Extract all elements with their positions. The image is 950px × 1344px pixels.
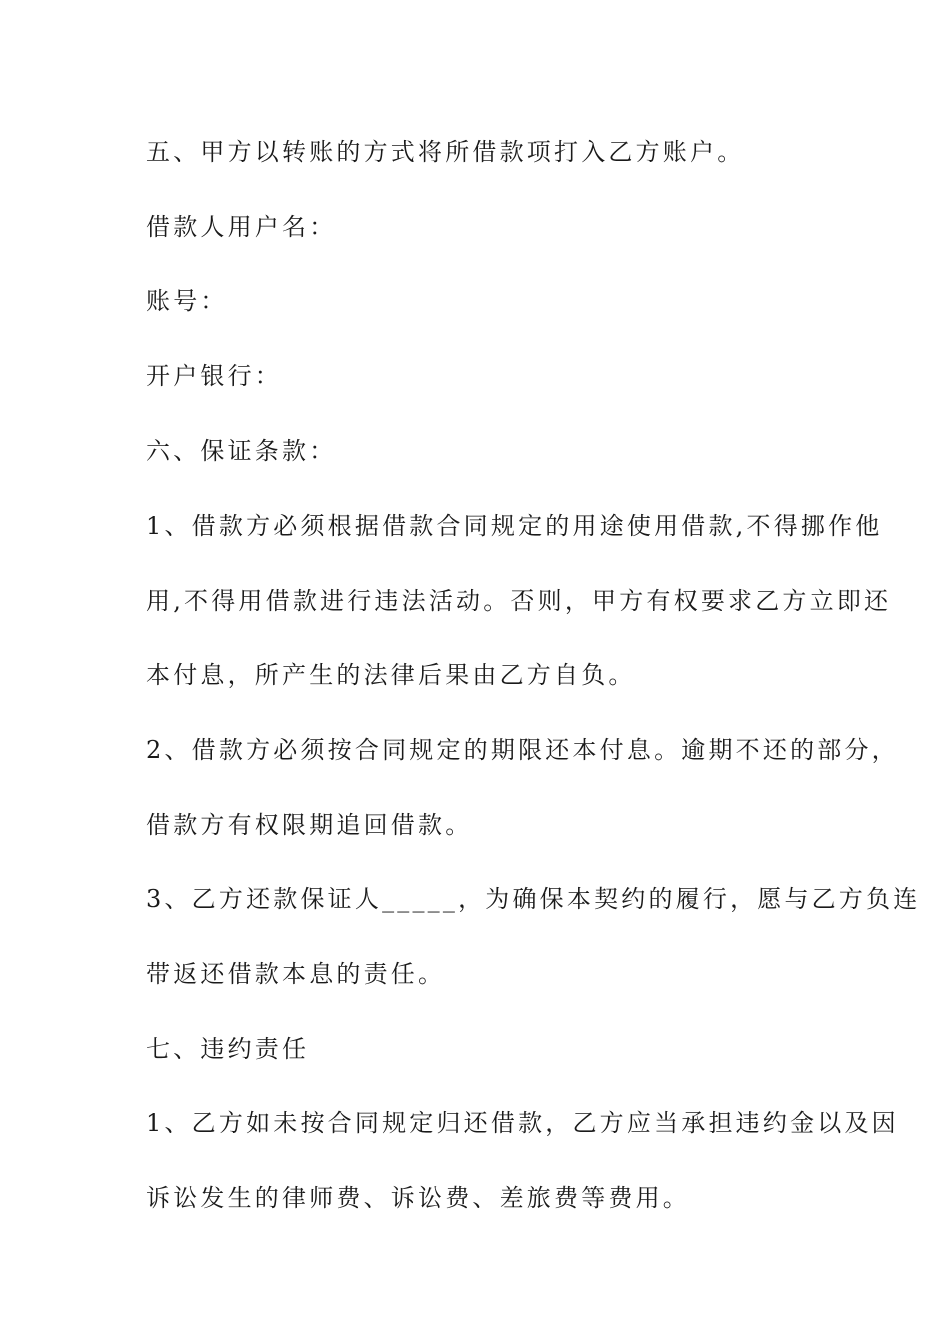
clause-6-2-line-1: 2、借款方必须按合同规定的期限还本付息。逾期不还的部分， (146, 736, 899, 764)
borrower-username-label: 借款人用户名： (146, 213, 337, 241)
bank-label: 开户银行： (146, 362, 282, 390)
section-6-heading: 六、保证条款： (146, 437, 337, 465)
clause-6-3-line-1: 3、乙方还款保证人_____，为确保本契约的履行，愿与乙方负连 (146, 885, 921, 913)
clause-6-2-line-2: 借款方有权限期追回借款。 (146, 811, 473, 839)
clause-7-1-line-1: 1、乙方如未按合同规定归还借款，乙方应当承担违约金以及因 (146, 1109, 899, 1137)
clause-7-1-line-2: 诉讼发生的律师费、诉讼费、差旅费等费用。 (146, 1184, 690, 1212)
clause-5-transfer: 五、甲方以转账的方式将所借款项打入乙方账户。 (146, 138, 745, 166)
clause-6-1-line-2: 用,不得用借款进行违法活动。否则，甲方有权要求乙方立即还 (146, 587, 892, 615)
clause-6-1-line-1: 1、借款方必须根据借款合同规定的用途使用借款,不得挪作他 (146, 512, 883, 540)
clause-6-3-line-2: 带返还借款本息的责任。 (146, 960, 446, 988)
section-7-heading: 七、违约责任 (146, 1035, 310, 1063)
clause-6-1-line-3: 本付息，所产生的法律后果由乙方自负。 (146, 661, 636, 689)
account-number-label: 账号： (146, 287, 228, 315)
